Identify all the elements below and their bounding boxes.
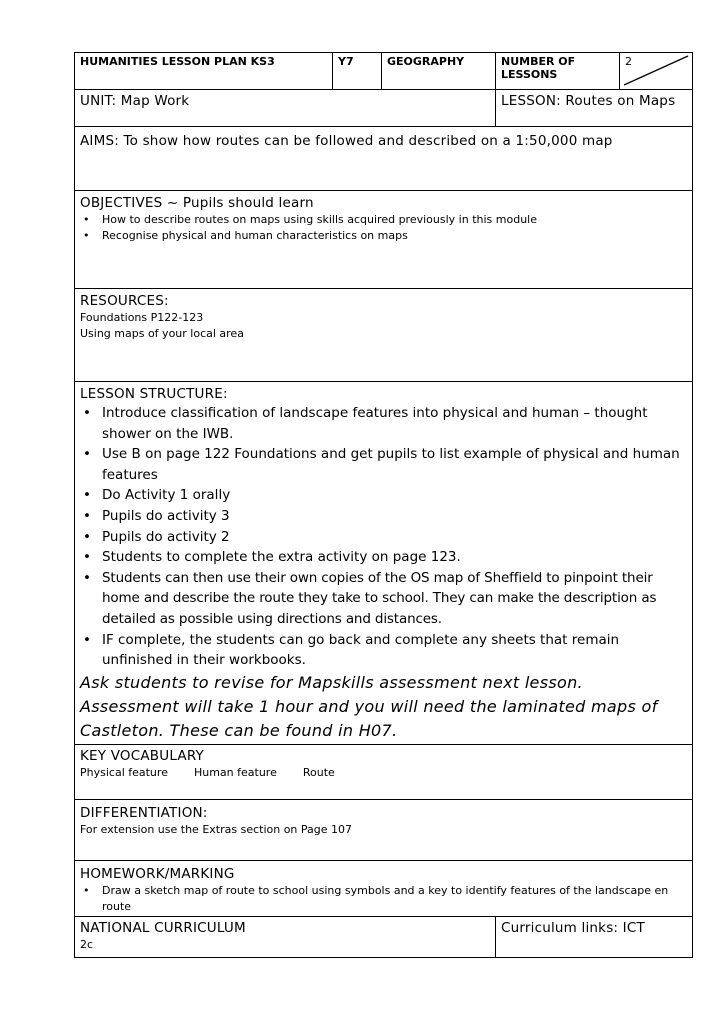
vocabulary-term: Physical feature — [80, 765, 168, 779]
structure-list — [80, 403, 687, 671]
list-item: • IF complete, the students can go back and complete any sheets that remain unfinished in their workbooks. — [80, 630, 687, 671]
differentiation-row — [75, 799, 693, 860]
list-item: • Pupils do activity 2 — [80, 527, 687, 548]
homework-row — [75, 860, 693, 916]
structure-cell — [75, 382, 693, 745]
lesson-plan-table — [74, 52, 693, 958]
list-item: • Students can then use their own copies of the OS map of Sheffield to pinpoint their home and describe the route they take to school. They can make the description as detailed as possible using directions and distances. — [80, 568, 687, 630]
list-item: • Introduce classification of landscape features into physical and human – thought shower on the IWB. — [80, 403, 687, 444]
lessons-count-cell — [620, 53, 693, 90]
lessons-label: NUMBER OF LESSONS — [496, 53, 620, 90]
list-item: • How to describe routes on maps using skills acquired previously in this module — [80, 212, 687, 228]
plan-title: HUMANITIES LESSON PLAN KS3 — [75, 53, 333, 90]
structure-heading: LESSON STRUCTURE: — [80, 386, 228, 402]
curriculum-heading: NATIONAL CURRICULUM — [80, 919, 246, 936]
vocabulary-term: Route — [302, 765, 335, 779]
objectives-heading: OBJECTIVES ~ Pupils should learn — [80, 195, 314, 211]
year-group: Y7 — [333, 53, 382, 90]
header-row — [75, 53, 693, 90]
homework-list — [80, 883, 687, 915]
vocabulary-row — [75, 744, 693, 799]
curriculum-cell — [75, 916, 496, 957]
objectives-row — [75, 191, 693, 289]
lessons-count: 2 — [625, 55, 632, 68]
differentiation-cell — [75, 799, 693, 860]
differentiation-heading: DIFFERENTIATION: — [80, 804, 208, 821]
resource-line: Foundations P122-123 — [80, 311, 204, 324]
homework-heading: HOMEWORK/MARKING — [80, 865, 235, 882]
resources-row — [75, 289, 693, 382]
objectives-cell — [75, 191, 693, 289]
list-item: • Pupils do activity 3 — [80, 506, 687, 527]
differentiation-text: For extension use the Extras section on Page 107 — [80, 822, 353, 836]
lesson-plan-sheet — [74, 52, 692, 958]
resource-line: Using maps of your local area — [80, 327, 244, 340]
resources-cell — [75, 289, 693, 382]
subject: GEOGRAPHY — [382, 53, 496, 90]
homework-cell — [75, 860, 693, 916]
list-item: • Use B on page 122 Foundations and get pupils to list example of physical and human features — [80, 444, 687, 485]
lesson-cell: LESSON: Routes on Maps — [496, 90, 693, 127]
diagonal-line-icon — [624, 54, 690, 86]
aims-cell: AIMS: To show how routes can be followed and described on a 1:50,000 map — [75, 127, 693, 191]
assessment-note: Ask students to revise for Mapskills assessment next lesson. Assessment will take 1 hour and you will need the laminated maps of Castleton. These can be found in H07. — [80, 672, 658, 740]
unit-cell: UNIT: Map Work — [75, 90, 496, 127]
unit-row — [75, 90, 693, 127]
list-item: • Draw a sketch map of route to school using symbols and a key to identify features of the landscape en route — [80, 883, 687, 915]
list-item: • Students to complete the extra activity on page 123. — [80, 547, 687, 568]
structure-row — [75, 382, 693, 745]
vocabulary-term: Human feature — [193, 765, 277, 779]
curriculum-value: 2c — [80, 937, 94, 951]
curriculum-row — [75, 916, 693, 957]
list-item: • Recognise physical and human characteristics on maps — [80, 228, 687, 244]
vocabulary-heading: KEY VOCABULARY — [80, 747, 204, 764]
vocabulary-cell — [75, 744, 693, 799]
resources-heading: RESOURCES: — [80, 293, 169, 309]
vocabulary-terms — [80, 765, 687, 781]
aims-row — [75, 127, 693, 191]
list-item: • Do Activity 1 orally — [80, 485, 687, 506]
curriculum-links: Curriculum links: ICT — [496, 916, 693, 957]
objectives-list — [80, 212, 687, 244]
